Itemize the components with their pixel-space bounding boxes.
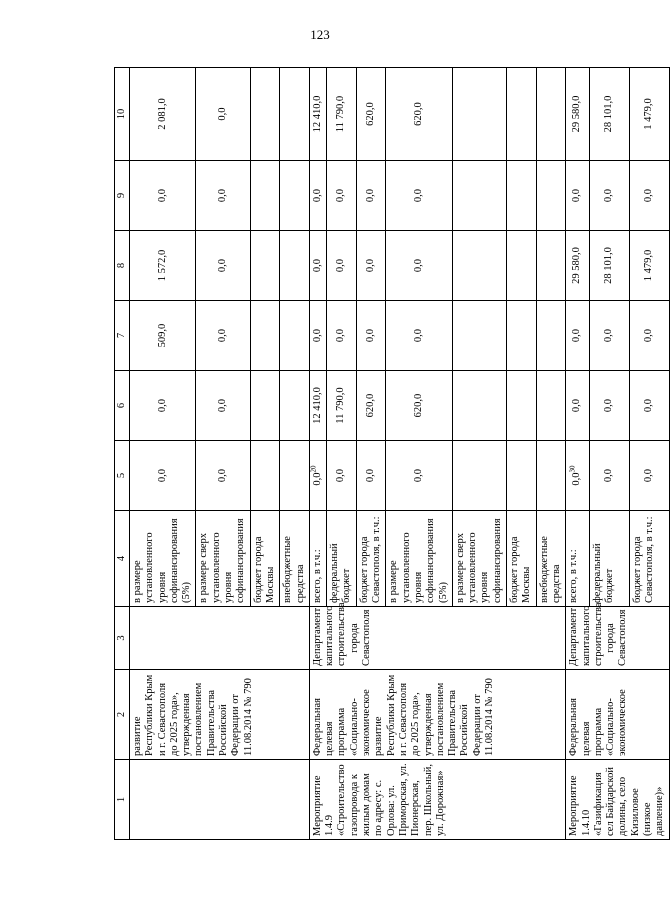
value-cell: 0,0 xyxy=(309,161,326,231)
value-cell: 0,0 xyxy=(386,231,452,301)
program-cell: развитие Республики Крым и г. Севастополя до 2025 года», утвержденная постановлением Правительства Российской Федерации от 11.08.2014 № 790 xyxy=(130,670,310,760)
value-cell: 0,0 xyxy=(196,301,250,371)
value-cell xyxy=(507,441,537,511)
source-cell: бюджет города Москвы xyxy=(507,511,537,607)
value-cell xyxy=(452,231,506,301)
source-cell: в размере установленного уровня софинансирования (5%) xyxy=(386,511,452,607)
value-cell: 620,0 xyxy=(386,371,452,441)
value-cell: 0,0 xyxy=(566,371,589,441)
header-cell: 3 xyxy=(115,607,130,670)
activity-name-cell: Мероприятие 1.4.10 «Газификация сел Байдарской долины, село Кизиловое (низкое давление)» xyxy=(566,760,669,840)
value-cell: 0,0 xyxy=(309,231,326,301)
value-cell: 0,0 xyxy=(196,68,250,161)
source-cell: внебюджетные средства xyxy=(280,511,310,607)
value-cell: 0,0 xyxy=(589,161,629,231)
value-cell: 12 410,0 xyxy=(309,68,326,161)
value-cell xyxy=(250,231,280,301)
executor-cell: Департамент капитального строительства города Севастополя xyxy=(309,607,565,670)
value-cell: 0,0 xyxy=(130,371,196,441)
value-cell xyxy=(250,68,280,161)
value-cell xyxy=(507,68,537,161)
value-cell xyxy=(280,301,310,371)
value-cell: 0,0 xyxy=(130,441,196,511)
source-cell: бюджет города Севастополя, в т.ч.: xyxy=(629,511,669,607)
footnote-ref: 30 xyxy=(568,465,577,473)
header-cell: 8 xyxy=(115,231,130,301)
value-cell xyxy=(452,441,506,511)
source-cell: в размере сверх установленного уровня софинансирования xyxy=(452,511,506,607)
value-cell xyxy=(280,231,310,301)
value-cell: 0,0 xyxy=(629,161,669,231)
value-cell xyxy=(536,231,566,301)
rotated-table-container xyxy=(114,68,666,840)
value-cell xyxy=(566,441,589,511)
value-cell: 0,0 xyxy=(327,301,357,371)
value-cell: 620,0 xyxy=(356,68,386,161)
header-cell: 10 xyxy=(115,68,130,161)
source-cell: всего, в т.ч.: xyxy=(566,511,589,607)
executor-cell xyxy=(130,607,310,670)
value-cell: 0,0 xyxy=(589,371,629,441)
value-cell: 0,0 xyxy=(327,161,357,231)
value-cell xyxy=(250,301,280,371)
value-cell xyxy=(507,371,537,441)
value-cell: 0,0 xyxy=(196,161,250,231)
value-cell xyxy=(280,161,310,231)
value-cell xyxy=(452,68,506,161)
table-row-total xyxy=(566,68,589,840)
value-cell: 12 410,0 xyxy=(309,371,326,441)
header-cell: 1 xyxy=(115,760,130,840)
header-cell: 4 xyxy=(115,511,130,607)
value-cell: 620,0 xyxy=(386,68,452,161)
value-cell: 0,0 xyxy=(356,441,386,511)
header-cell: 9 xyxy=(115,161,130,231)
value-cell xyxy=(309,441,326,511)
value-cell: 0,0 xyxy=(629,301,669,371)
activity-name-cell xyxy=(130,760,310,840)
value-cell: 2 081,0 xyxy=(130,68,196,161)
value-text: 0,0 xyxy=(311,472,323,486)
table-row-total xyxy=(309,68,326,840)
value-cell: 0,0 xyxy=(356,231,386,301)
source-cell: федеральный бюджет xyxy=(589,511,629,607)
value-cell: 0,0 xyxy=(386,161,452,231)
value-cell: 0,0 xyxy=(196,231,250,301)
value-cell: 11 790,0 xyxy=(327,371,357,441)
value-cell: 28 101,0 xyxy=(589,231,629,301)
source-cell: в размере установленного уровня софинансирования (5%) xyxy=(130,511,196,607)
value-cell xyxy=(536,301,566,371)
value-cell xyxy=(452,371,506,441)
footnote-ref: 20 xyxy=(309,465,318,473)
value-cell: 0,0 xyxy=(309,301,326,371)
value-cell: 29 580,0 xyxy=(566,68,589,161)
value-cell: 0,0 xyxy=(327,441,357,511)
value-cell: 0,0 xyxy=(589,441,629,511)
header-cell: 6 xyxy=(115,371,130,441)
header-row xyxy=(115,68,130,840)
value-cell: 0,0 xyxy=(589,301,629,371)
value-cell: 1 572,0 xyxy=(130,231,196,301)
value-cell xyxy=(250,441,280,511)
value-cell xyxy=(452,161,506,231)
value-cell: 0,0 xyxy=(196,371,250,441)
value-cell xyxy=(280,441,310,511)
value-cell xyxy=(536,371,566,441)
header-cell: 7 xyxy=(115,301,130,371)
source-cell: всего, в т.ч.: xyxy=(309,511,326,607)
budget-table xyxy=(114,67,670,840)
executor-cell: Департамент капитального строительства города Севастополя xyxy=(566,607,669,670)
value-cell xyxy=(250,371,280,441)
value-cell xyxy=(536,441,566,511)
value-cell xyxy=(507,161,537,231)
value-cell: 0,0 xyxy=(196,441,250,511)
value-cell: 0,0 xyxy=(566,161,589,231)
value-cell xyxy=(507,301,537,371)
source-cell: бюджет города Москвы xyxy=(250,511,280,607)
source-cell: внебюджетные средства xyxy=(536,511,566,607)
value-cell xyxy=(280,371,310,441)
value-cell: 1 479,0 xyxy=(629,68,669,161)
header-cell: 5 xyxy=(115,441,130,511)
value-cell: 0,0 xyxy=(327,231,357,301)
program-cell: Федеральная целевая программа «Социально-экономическое xyxy=(566,670,669,760)
value-cell xyxy=(507,231,537,301)
value-cell xyxy=(280,68,310,161)
source-cell: федеральный бюджет xyxy=(327,511,357,607)
value-cell: 0,0 xyxy=(566,301,589,371)
value-cell: 11 790,0 xyxy=(327,68,357,161)
value-cell xyxy=(536,68,566,161)
value-cell: 28 101,0 xyxy=(589,68,629,161)
header-cell: 2 xyxy=(115,670,130,760)
activity-name-cell: Мероприятие 1.4.9 «Строительство газопровода к жилым домам по адресу: с. Орлова: ул. Приморская, ул. Пионерская, пер. Школьный, ул. Дорожная» xyxy=(309,760,565,840)
value-cell: 0,0 xyxy=(356,161,386,231)
source-cell: в размере сверх установленного уровня софинансирования xyxy=(196,511,250,607)
value-cell: 29 580,0 xyxy=(566,231,589,301)
value-cell: 0,0 xyxy=(629,371,669,441)
value-cell xyxy=(536,161,566,231)
program-cell: Федеральная целевая программа «Социально-экономическое развитие Республики Крым и г. Севастополя до 2025 года», утвержденная постановлением Правительства Российской Федерации от 11.08.2014 № 790 xyxy=(309,670,565,760)
value-cell: 0,0 xyxy=(629,441,669,511)
source-cell: бюджет города Севастополя, в т.ч.: xyxy=(356,511,386,607)
value-cell: 620,0 xyxy=(356,371,386,441)
value-cell: 0,0 xyxy=(386,441,452,511)
value-text: 0,0 xyxy=(571,472,583,486)
table-row xyxy=(130,68,196,840)
value-cell xyxy=(250,161,280,231)
value-cell: 0,0 xyxy=(386,301,452,371)
value-cell xyxy=(452,301,506,371)
value-cell: 509,0 xyxy=(130,301,196,371)
value-cell: 0,0 xyxy=(130,161,196,231)
value-cell: 1 479,0 xyxy=(629,231,669,301)
page-number: 123 xyxy=(310,27,330,42)
value-cell: 0,0 xyxy=(356,301,386,371)
